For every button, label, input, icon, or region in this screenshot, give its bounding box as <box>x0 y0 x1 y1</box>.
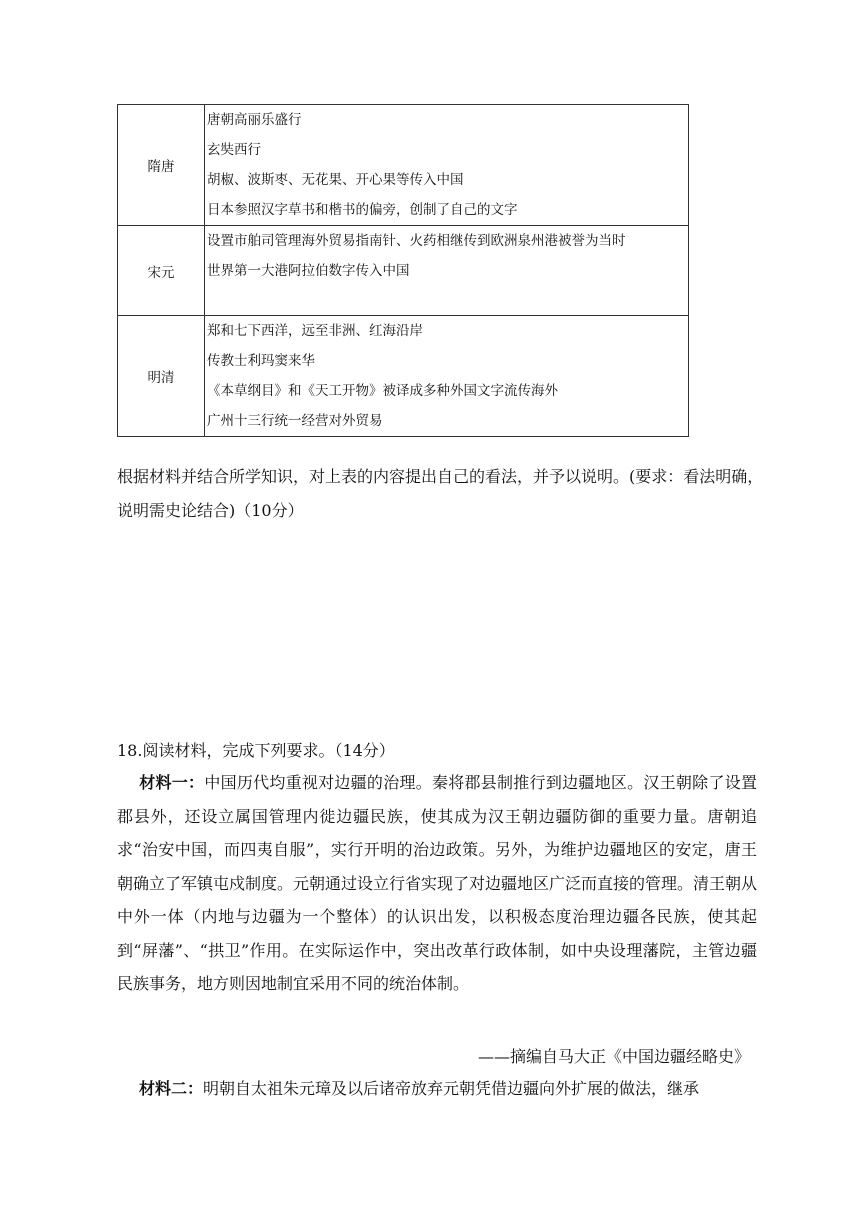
list-item: 《本草纲目》和《天工开物》被译成多种外国文字流传海外 <box>207 383 558 399</box>
material-1-label: 材料一： <box>139 773 205 792</box>
era-cell: 宋元 <box>118 226 205 316</box>
question-18-heading: 18.阅读材料，完成下列要求。（14分） <box>117 741 395 760</box>
list-item: 胡椒、波斯枣、无花果、开心果等传入中国 <box>207 172 464 188</box>
era-cell: 明清 <box>118 316 205 437</box>
items-cell <box>205 316 689 437</box>
material-1-source: ——摘编自马大正《中国边疆经略史》 <box>477 1047 750 1066</box>
items-cell <box>205 226 689 316</box>
material-1 <box>117 766 757 1001</box>
era-cell: 隋唐 <box>118 105 205 226</box>
table-row <box>118 316 689 437</box>
history-table <box>117 104 689 437</box>
list-item: 传教士利玛窦来华 <box>207 353 315 369</box>
list-item: 广州十三行统一经营对外贸易 <box>207 413 383 429</box>
items-cell <box>205 105 689 226</box>
list-item: 郑和七下西洋，远至非洲、红海沿岸 <box>207 323 423 339</box>
question-17-prompt: 根据材料并结合所学知识，对上表的内容提出自己的看法，并予以说明。(要求：看法明确，说明需史论结合)（10分） <box>117 467 764 520</box>
material-2-text: 明朝自太祖朱元璋及以后诸帝放弃元朝凭借边疆向外扩展的做法，继承 <box>203 1079 700 1098</box>
list-item: 世界第一大港阿拉伯数字传入中国 <box>207 263 410 279</box>
material-2-label: 材料二： <box>139 1079 204 1098</box>
list-item: 玄奘西行 <box>207 142 261 158</box>
table-row <box>118 226 689 316</box>
material-1-text: 中国历代均重视对边疆的治理。秦将郡县制推行到边疆地区。汉王朝除了设置郡县外，还设立属国管理内徙边疆民族，使其成为汉王朝边疆防御的重要力量。唐朝追求“治安中国，而四夷自服”，实行开明的治边政策。另外，为维护边疆地区的安定，唐王朝确立了军镇屯戍制度。元朝通过设立行省实现了对边疆地区广泛而直接的管理。清王朝从中外一体（内地与边疆为一个整体）的认识出发，以积极态度治理边疆各民族，使其起到“屏藩”、“拱卫”作用。在实际运作中，突出改革行政体制，如中央设理藩院，主管边疆民族事务，地方则因地制宜采用不同的统治体制。 <box>117 773 758 993</box>
table-row <box>118 105 689 226</box>
material-2 <box>117 1072 757 1106</box>
list-item: 唐朝高丽乐盛行 <box>207 112 302 128</box>
list-item: 设置市舶司管理海外贸易指南针、火药相继传到欧洲泉州港被誉为当时 <box>207 233 626 249</box>
list-item: 日本参照汉字草书和楷书的偏旁，创制了自己的文字 <box>207 202 518 218</box>
